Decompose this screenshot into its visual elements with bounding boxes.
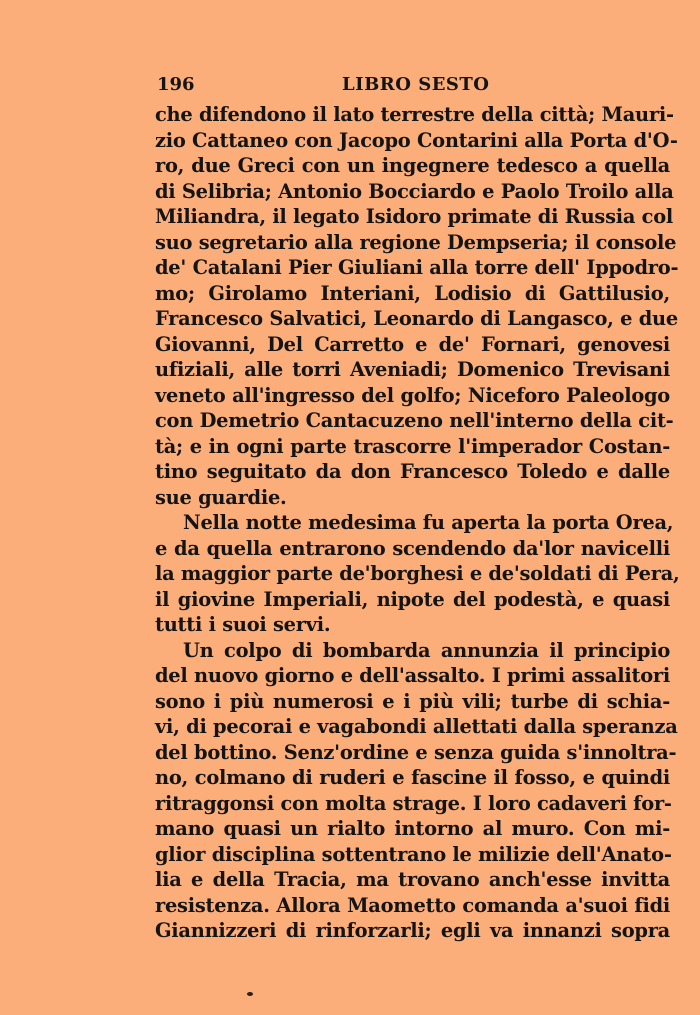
text-line: no, colmano di ruderi e fascine il fosso, e quindi xyxy=(155,766,670,789)
text-line: zio Cattaneo con Jacopo Contarini alla Porta d'O- xyxy=(155,128,678,152)
text-line: con Demetrio Cantacuzeno nell'interno della cit- xyxy=(155,409,674,432)
text-line: sono i più numerosi e i più vili; turbe di schia- xyxy=(155,689,670,713)
paragraph-3 xyxy=(155,638,678,944)
text-line: sue guardie. xyxy=(155,485,287,509)
book-page xyxy=(155,70,680,944)
text-line: lia e della Tracia, ma trovano anch'esse invitta xyxy=(155,868,670,891)
text-line: tino seguitato da don Francesco Toledo e dalle xyxy=(155,460,670,483)
ink-speck xyxy=(247,992,253,996)
text-line: veneto all'ingresso del golfo; Niceforo Paleologo xyxy=(155,383,670,407)
text-line: de' Catalani Pier Giuliani alla torre dell' Ippodro- xyxy=(155,256,679,279)
text-line: ritraggonsi con molta strage. I loro cadaveri for- xyxy=(155,791,672,815)
text-line: Giannizzeri di rinforzarli; egli va innanzi sopra xyxy=(155,919,670,942)
text-line: e da quella entrarono scendendo da'lor navicelli xyxy=(155,536,670,560)
paragraph-2 xyxy=(155,510,680,638)
body-text xyxy=(155,102,680,944)
text-line: del bottino. Senz'ordine e senza guida s'innoltra- xyxy=(155,740,677,764)
text-line: suo segretario alla regione Dempseria; il console xyxy=(155,230,677,254)
text-line: di Selibria; Antonio Bocciardo e Paolo Troilo alla xyxy=(155,179,674,203)
text-line: che difendono il lato terrestre della città; Mauri- xyxy=(155,103,674,126)
paragraph-1 xyxy=(155,102,679,510)
text-line: ufiziali, alle torri Aveniadi; Domenico Trevisani xyxy=(155,358,670,381)
text-line: glior disciplina sottentrano le milizie dell'Anato- xyxy=(155,842,672,866)
text-line: Un colpo di bombarda annunzia il principio xyxy=(183,638,670,662)
text-line: tutti i suoi servi. xyxy=(155,613,331,636)
text-line: del nuovo giorno e dell'assalto. I primi assalitori xyxy=(155,664,670,687)
page-header xyxy=(155,70,670,100)
text-line: la maggior parte de'borghesi e de'soldati di Pera, xyxy=(155,562,680,585)
text-line: vi, di pecorai e vagabondi allettati dalla speranza xyxy=(155,715,678,738)
text-line: il giovine Imperiali, nipote del podestà, e quasi xyxy=(155,587,670,611)
running-title: LIBRO SESTO xyxy=(342,74,490,95)
text-line: mo; Girolamo Interiani, Lodisio di Gattilusio, xyxy=(155,281,670,305)
text-line: Giovanni, Del Carretto e de' Fornari, genovesi xyxy=(155,332,670,356)
text-line: ro, due Greci con un ingegnere tedesco a quella xyxy=(155,154,670,177)
text-line: resistenza. Allora Maometto comanda a'suoi fidi xyxy=(155,893,670,917)
page-number: 196 xyxy=(157,74,195,95)
text-line: Miliandra, il legato Isidoro primate di Russia col xyxy=(155,205,674,228)
text-line: Nella notte medesima fu aperta la porta Orea, xyxy=(183,511,674,534)
text-line: Francesco Salvatici, Leonardo di Langasco, e due xyxy=(155,307,678,330)
text-line: tà; e in ogni parte trascorre l'imperador Costan- xyxy=(155,434,670,458)
text-line: mano quasi un rialto intorno al muro. Con mi- xyxy=(155,817,670,840)
